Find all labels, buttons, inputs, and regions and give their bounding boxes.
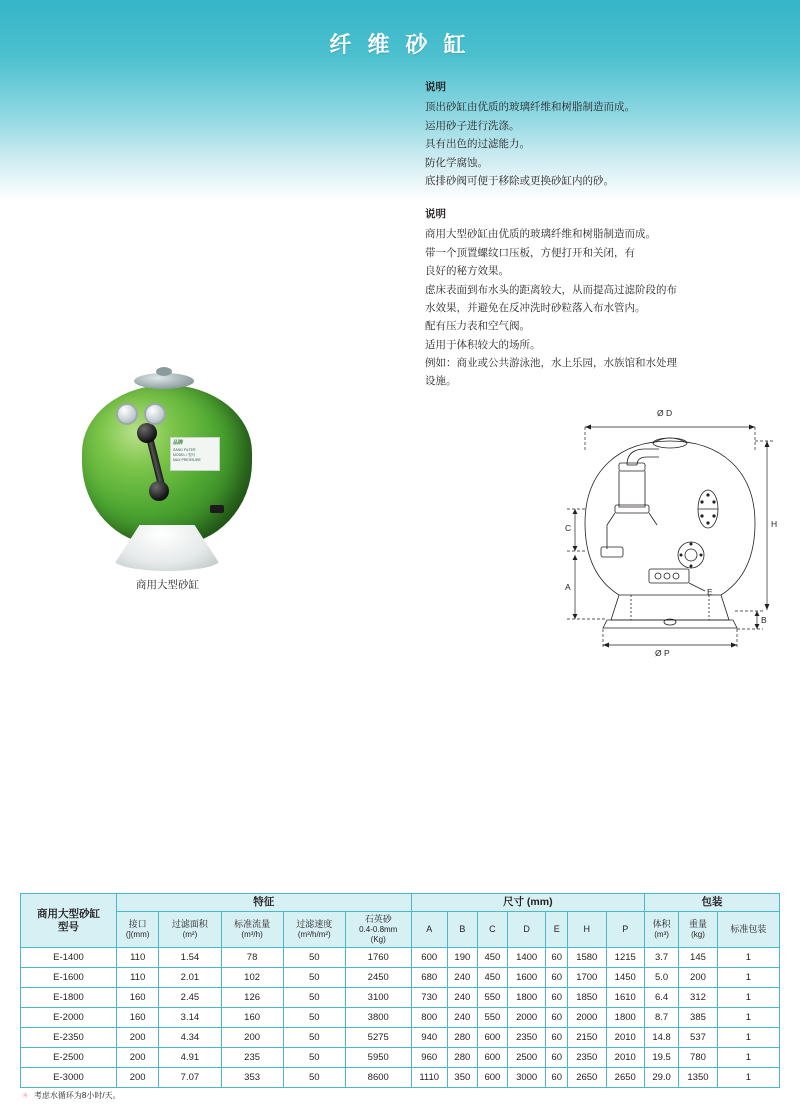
description-2-line: 虑床表面到布水头的距离较大，从而提高过滤阶段的布	[425, 283, 677, 296]
sub-label: 过滤速度	[296, 919, 333, 930]
description-block-1	[425, 78, 780, 190]
cell-weight: 312	[679, 988, 717, 1008]
sub-label: 石英砂	[364, 914, 392, 925]
cell-sand: 8600	[345, 1068, 411, 1088]
cell-a: 1110	[411, 1068, 447, 1088]
cell-d: 2000	[507, 1008, 545, 1028]
cell-weight: 200	[679, 968, 717, 988]
valve-hub-upper	[137, 423, 157, 443]
cell-model: E-1600	[21, 968, 117, 988]
cell-flow: 200	[221, 1028, 283, 1048]
description-2-heading: 说明	[425, 208, 446, 220]
cell-h: 1580	[568, 948, 606, 968]
cell-area: 3.14	[159, 1008, 221, 1028]
cell-a: 940	[411, 1028, 447, 1048]
sub-label: 接口	[128, 919, 147, 930]
cell-c: 600	[477, 1028, 507, 1048]
cell-volume: 6.4	[644, 988, 678, 1008]
description-2-line: 例如：商业或公共游泳池，水上乐园，水族馆和水处理	[425, 357, 677, 369]
cell-sand: 3800	[345, 1008, 411, 1028]
cell-p: 1215	[606, 948, 644, 968]
cell-b: 350	[447, 1068, 477, 1088]
cell-port: 110	[117, 968, 159, 988]
table-row	[21, 988, 780, 1008]
cell-pack: 1	[717, 988, 779, 1008]
table-subheader-volume	[644, 912, 678, 948]
sub-label: 体积	[652, 919, 671, 930]
cell-weight: 1350	[679, 1068, 717, 1088]
cell-model: E-3000	[21, 1068, 117, 1088]
sticker-line-2: MODEL / 型号	[173, 452, 196, 457]
table-row	[21, 968, 780, 988]
specification-table	[20, 893, 780, 1088]
cell-e: 60	[546, 1028, 568, 1048]
cell-flow: 353	[221, 1068, 283, 1088]
product-photo	[60, 365, 275, 591]
description-1-line: 顶出砂缸由优质的玻璃纤维和树脂制造而成。	[425, 101, 635, 114]
cell-h: 2650	[568, 1068, 606, 1088]
cell-port: 200	[117, 1028, 159, 1048]
cell-a: 600	[411, 948, 447, 968]
sub-unit: (kg)	[691, 930, 705, 940]
description-1-line: 底排砂阀可便于移除或更换砂缸内的砂。	[425, 174, 614, 187]
cell-d: 3000	[507, 1068, 545, 1088]
cell-sand: 5950	[345, 1048, 411, 1068]
cell-d: 2350	[507, 1028, 545, 1048]
cell-weight: 537	[679, 1028, 717, 1048]
sub-unit: 0.4-0.8mm	[359, 925, 398, 935]
cell-volume: 8.7	[644, 1008, 678, 1028]
cell-d: 1600	[507, 968, 545, 988]
cell-d: 1400	[507, 948, 545, 968]
table-row	[21, 948, 780, 968]
cell-h: 2350	[568, 1048, 606, 1068]
technical-drawing	[545, 405, 780, 660]
sub-unit: (m³/h)	[241, 930, 263, 940]
table-subheader-sand	[345, 912, 411, 948]
cell-c: 450	[477, 948, 507, 968]
cell-a: 960	[411, 1048, 447, 1068]
cell-pack: 1	[717, 948, 779, 968]
cell-area: 4.34	[159, 1028, 221, 1048]
product-label-sticker	[170, 437, 220, 471]
table-subheader-b: B	[447, 912, 477, 948]
table-subheader-a: A	[411, 912, 447, 948]
photo-caption: 商用大型砂缸	[136, 579, 199, 591]
description-2-line: 设施。	[425, 375, 457, 388]
table-subheader-port	[117, 912, 159, 948]
sub-label: 标准流量	[234, 919, 271, 930]
table-header-model	[21, 894, 117, 948]
sub-unit: (m²)	[182, 930, 198, 940]
page-title: 纤 维 砂 缸	[329, 32, 471, 57]
cell-sand: 5275	[345, 1028, 411, 1048]
table-header-model-line2: 型号	[58, 920, 79, 933]
cell-h: 2000	[568, 1008, 606, 1028]
label-diameter-p: Ø P	[655, 648, 670, 658]
cell-flow: 235	[221, 1048, 283, 1068]
table-subheader-e: E	[546, 912, 568, 948]
description-1-line: 具有出色的过滤能力。	[425, 138, 530, 151]
label-height-h: H	[771, 519, 778, 529]
sub-unit-2: (Kg)	[370, 935, 386, 945]
cell-p: 1610	[606, 988, 644, 1008]
cell-b: 240	[447, 988, 477, 1008]
cell-port: 200	[117, 1068, 159, 1088]
footnote-star-icon: ✳	[22, 1091, 29, 1100]
cell-model: E-2500	[21, 1048, 117, 1068]
cell-port: 110	[117, 948, 159, 968]
table-subheader-area	[159, 912, 221, 948]
sub-unit: (m³/h/m²)	[297, 930, 331, 940]
cell-h: 1850	[568, 988, 606, 1008]
sticker-logo: 品牌	[173, 440, 184, 446]
cell-speed: 50	[283, 1028, 345, 1048]
cell-speed: 50	[283, 1068, 345, 1088]
cell-c: 550	[477, 988, 507, 1008]
label-dim-a: A	[565, 582, 571, 592]
footnote-text: 考虑水循环为8小时/天。	[33, 1091, 121, 1100]
cell-weight: 145	[679, 948, 717, 968]
cell-pack: 1	[717, 1028, 779, 1048]
cell-p: 2010	[606, 1028, 644, 1048]
cell-h: 2150	[568, 1028, 606, 1048]
cell-area: 7.07	[159, 1068, 221, 1088]
description-1-line: 防化学腐蚀。	[425, 156, 488, 169]
cell-pack: 1	[717, 968, 779, 988]
cell-port: 200	[117, 1048, 159, 1068]
table-header-groups	[21, 894, 780, 912]
description-2-line: 配有压力表和空气阀。	[425, 320, 530, 333]
cell-sand: 2450	[345, 968, 411, 988]
cell-d: 1800	[507, 988, 545, 1008]
cell-volume: 3.7	[644, 948, 678, 968]
cell-model: E-1400	[21, 948, 117, 968]
table-subheader-p: P	[606, 912, 644, 948]
cell-port: 160	[117, 988, 159, 1008]
cell-area: 4.91	[159, 1048, 221, 1068]
cell-weight: 385	[679, 1008, 717, 1028]
description-block-2	[425, 205, 780, 391]
description-1-heading: 说明	[425, 81, 446, 93]
table-group-features: 特征	[117, 894, 412, 912]
cell-b: 240	[447, 968, 477, 988]
cell-c: 550	[477, 1008, 507, 1028]
cell-e: 60	[546, 1008, 568, 1028]
description-1-line: 运用砂子进行洗涤。	[425, 119, 520, 132]
table-header-model-line1: 商用大型砂缸	[37, 907, 100, 920]
cell-speed: 50	[283, 988, 345, 1008]
cell-model: E-2350	[21, 1028, 117, 1048]
cell-e: 60	[546, 1068, 568, 1088]
cell-h: 1700	[568, 968, 606, 988]
sub-unit: (m³)	[654, 930, 669, 940]
cell-a: 730	[411, 988, 447, 1008]
valve-hub-lower	[149, 481, 169, 501]
cell-speed: 50	[283, 1048, 345, 1068]
table-header-subs	[21, 912, 780, 948]
label-dim-b: B	[761, 615, 767, 625]
tank-air-valve-knob	[156, 367, 172, 376]
table-row	[21, 1008, 780, 1028]
cell-speed: 50	[283, 948, 345, 968]
cell-b: 280	[447, 1028, 477, 1048]
cell-flow: 160	[221, 1008, 283, 1028]
table-subheader-h: H	[568, 912, 606, 948]
pressure-gauge-secondary-icon	[144, 403, 166, 425]
cell-weight: 780	[679, 1048, 717, 1068]
cell-c: 600	[477, 1068, 507, 1088]
table-subheader-flow	[221, 912, 283, 948]
table-body	[21, 948, 780, 1088]
cell-e: 60	[546, 988, 568, 1008]
cell-d: 2500	[507, 1048, 545, 1068]
table-group-dimensions: 尺寸 (mm)	[411, 894, 644, 912]
cell-pack: 1	[717, 1068, 779, 1088]
cell-area: 2.01	[159, 968, 221, 988]
cell-flow: 78	[221, 948, 283, 968]
table-group-packaging: 包装	[644, 894, 779, 912]
sticker-line-3: MAX PRESSURE	[173, 458, 201, 462]
footnote	[22, 1090, 121, 1101]
cell-p: 2010	[606, 1048, 644, 1068]
label-dim-e: E	[707, 587, 713, 597]
label-dim-c: C	[565, 523, 572, 533]
cell-e: 60	[546, 948, 568, 968]
table-subheader-c: C	[477, 912, 507, 948]
cell-speed: 50	[283, 968, 345, 988]
cell-flow: 126	[221, 988, 283, 1008]
cell-speed: 50	[283, 1008, 345, 1028]
cell-c: 600	[477, 1048, 507, 1068]
cell-c: 450	[477, 968, 507, 988]
cell-model: E-2000	[21, 1008, 117, 1028]
cell-pack: 1	[717, 1048, 779, 1068]
cell-b: 240	[447, 1008, 477, 1028]
table-subheader-d: D	[507, 912, 545, 948]
table-subheader-pack: 标准包装	[717, 912, 779, 948]
sub-label: 过滤面积	[171, 919, 208, 930]
description-2-line: 水效果，并避免在反冲洗时砂粒落入布水管内。	[425, 301, 646, 314]
cell-a: 680	[411, 968, 447, 988]
cell-b: 280	[447, 1048, 477, 1068]
cell-volume: 5.0	[644, 968, 678, 988]
cell-b: 190	[447, 948, 477, 968]
table-row	[21, 1028, 780, 1048]
sticker-line-1: SAND FILTER	[173, 447, 196, 452]
cell-p: 1800	[606, 1008, 644, 1028]
cell-volume: 14.8	[644, 1028, 678, 1048]
table-subheader-weight	[679, 912, 717, 948]
cell-sand: 3100	[345, 988, 411, 1008]
cell-flow: 102	[221, 968, 283, 988]
description-2-line: 商用大型砂缸由优质的玻璃纤维和树脂制造而成。	[425, 228, 656, 241]
cell-pack: 1	[717, 1008, 779, 1028]
description-2-line: 适用于体积较大的场所。	[425, 338, 541, 351]
sub-unit: (](mm)	[125, 930, 150, 940]
cell-a: 800	[411, 1008, 447, 1028]
cell-p: 1450	[606, 968, 644, 988]
cell-area: 2.45	[159, 988, 221, 1008]
table-subheader-speed	[283, 912, 345, 948]
description-2-line: 良好的秘方效果。	[425, 265, 509, 278]
table-row	[21, 1068, 780, 1088]
label-diameter-d: Ø D	[657, 408, 673, 418]
table-row	[21, 1048, 780, 1068]
cell-e: 60	[546, 968, 568, 988]
cell-sand: 1760	[345, 948, 411, 968]
cell-e: 60	[546, 1048, 568, 1068]
cell-volume: 29.0	[644, 1068, 678, 1088]
sub-label: 重量	[688, 919, 707, 930]
cell-volume: 19.5	[644, 1048, 678, 1068]
cell-model: E-1800	[21, 988, 117, 1008]
pressure-gauge-icon	[116, 403, 138, 425]
cell-p: 2650	[606, 1068, 644, 1088]
cell-area: 1.54	[159, 948, 221, 968]
description-2-line: 带一个顶置螺纹口压板，方便打开和关闭，有	[425, 246, 635, 259]
cell-port: 160	[117, 1008, 159, 1028]
tank-drain-valve	[210, 505, 224, 513]
